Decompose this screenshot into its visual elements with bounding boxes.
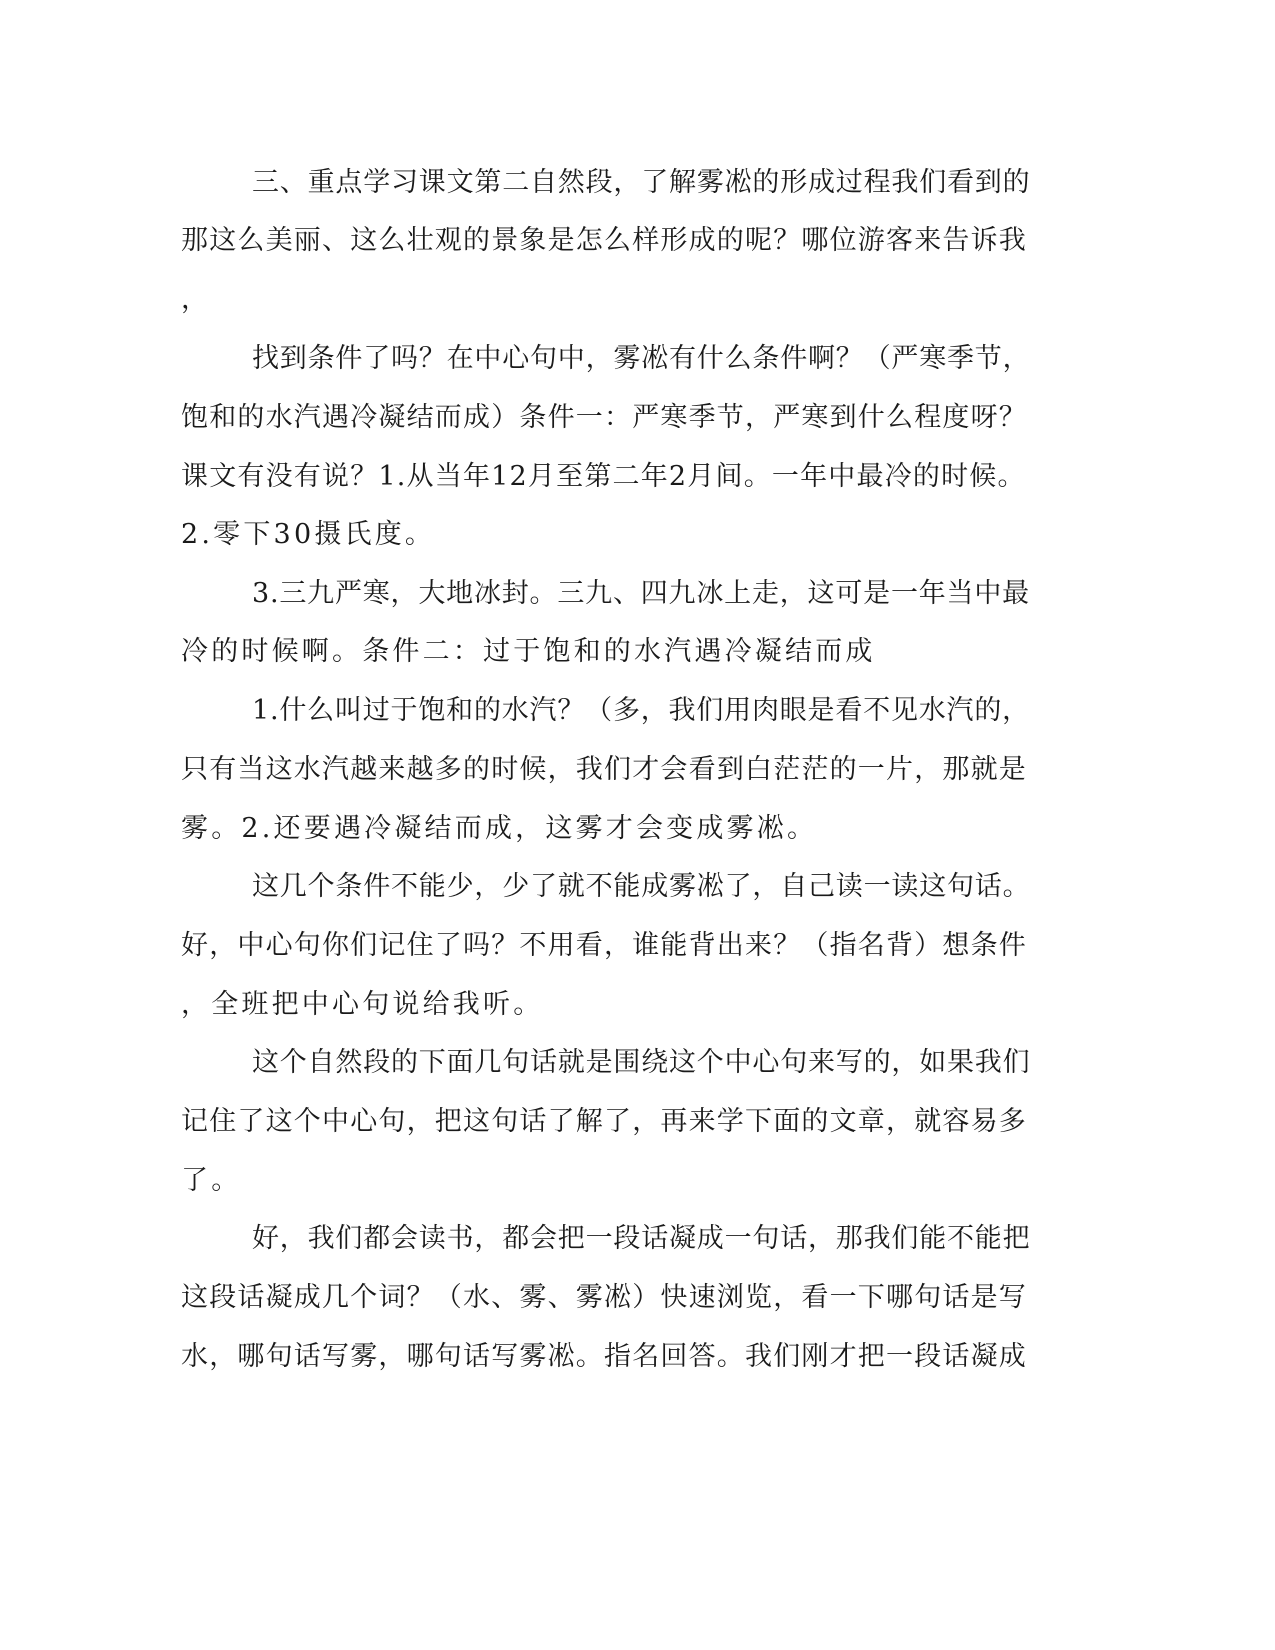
text-line: 这几个条件不能少，少了就不能成雾凇了，自己读一读这句话。 <box>252 871 1031 902</box>
text-line: 这段话凝成几个词？（水、雾、雾凇）快速浏览，看一下哪句话是写 <box>181 1282 1027 1313</box>
text-line: 这个自然段的下面几句话就是围绕这个中心句来写的，如果我们 <box>252 1047 1031 1078</box>
text-line: 找到条件了吗？在中心句中，雾凇有什么条件啊？（严寒季节， <box>252 343 1031 374</box>
text-line: 水，哪句话写雾，哪句话写雾凇。指名回答。我们刚才把一段话凝成 <box>181 1341 1027 1372</box>
text-line: 饱和的水汽遇冷凝结而成）条件一：严寒季节，严寒到什么程度呀？ <box>181 402 1027 433</box>
text-line: ， <box>181 284 212 315</box>
text-line: 课文有没有说？1.从当年12月至第二年2月间。一年中最冷的时候。 <box>181 461 1026 492</box>
text-line: 2.零下30摄氏度。 <box>181 519 436 550</box>
text-line: 那这么美丽、这么壮观的景象是怎么样形成的呢？哪位游客来告诉我 <box>181 225 1027 256</box>
text-line: 冷的时候啊。条件二：过于饱和的水汽遇冷凝结而成 <box>181 636 876 667</box>
text-line: 3.三九严寒，大地冰封。三九、四九冰上走，这可是一年当中最 <box>252 578 1030 609</box>
text-line: 好，中心句你们记住了吗？不用看，谁能背出来？（指名背）想条件 <box>181 930 1027 961</box>
text-line: 记住了这个中心句，把这句话了解了，再来学下面的文章，就容易多 <box>181 1106 1027 1137</box>
text-line: 只有当这水汽越来越多的时候，我们才会看到白茫茫的一片，那就是 <box>181 754 1027 785</box>
text-line: 雾。2.还要遇冷凝结而成，这雾才会变成雾凇。 <box>181 813 818 844</box>
text-line: 1.什么叫过于饱和的水汽？（多，我们用肉眼是看不见水汽的， <box>252 695 1030 726</box>
text-line: 三、重点学习课文第二自然段，了解雾凇的形成过程我们看到的 <box>252 167 1031 198</box>
text-line: 了。 <box>181 1165 242 1196</box>
text-line: 好，我们都会读书，都会把一段话凝成一句话，那我们能不能把 <box>252 1223 1031 1254</box>
text-line: ，全班把中心句说给我听。 <box>181 989 544 1020</box>
